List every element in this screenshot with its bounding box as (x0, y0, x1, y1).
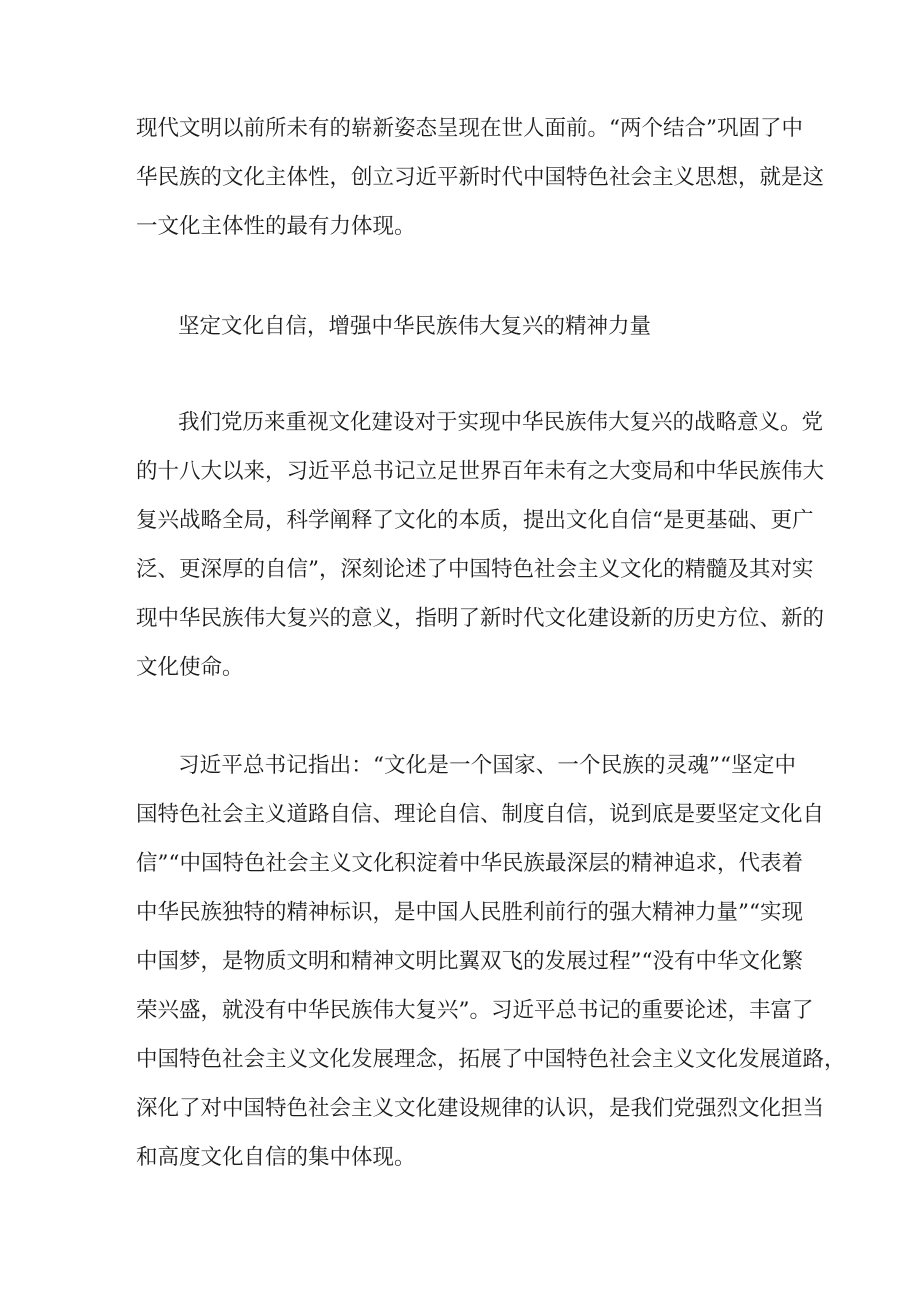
paragraph-line: 中国梦，是物质文明和精神文明比翼双飞的发展过程”“没有中华文化繁 (136, 949, 803, 974)
paragraph-line: 习近平总书记指出：“文化是一个国家、一个民族的灵魂”“坚定中 (178, 753, 796, 778)
paragraph-line: 复兴战略全局，科学阐释了文化的本质，提出文化自信“是更基础、更广 (136, 508, 814, 533)
paragraph-line: 荣兴盛，就没有中华民族伟大复兴”。习近平总书记的重要论述，丰富了 (136, 998, 814, 1023)
paragraph-line: 和高度文化自信的集中体现。 (136, 1145, 416, 1170)
section-heading: 坚定文化自信，增强中华民族伟大复兴的精神力量 (178, 314, 652, 339)
paragraph-line: 的十八大以来，习近平总书记立足世界百年未有之大变局和中华民族伟大 (136, 459, 825, 484)
paragraph-line: 现中华民族伟大复兴的意义，指明了新时代文化建设新的历史方位、新的 (136, 606, 825, 631)
paragraph-line: 中华民族独特的精神标识，是中国人民胜利前行的强大精神力量”“实现 (136, 900, 803, 925)
paragraph-line: 信”“中国特色社会主义文化积淀着中华民族最深层的精神追求，代表着 (136, 851, 803, 876)
paragraph-line: 现代文明以前所未有的崭新姿态呈现在世人面前。“两个结合”巩固了中 (136, 116, 803, 141)
paragraph-line: 国特色社会主义道路自信、理论自信、制度自信，说到底是要坚定文化自 (136, 802, 825, 827)
paragraph-line: 中国特色社会主义文化发展理念，拓展了中国特色社会主义文化发展道路， (136, 1047, 846, 1072)
paragraph-line: 我们党历来重视文化建设对于实现中华民族伟大复兴的战略意义。党 (178, 410, 824, 435)
paragraph-line: 泛、更深厚的自信”，深刻论述了中国特色社会主义文化的精髓及其对实 (136, 557, 814, 582)
paragraph-line: 深化了对中国特色社会主义文化建设规律的认识，是我们党强烈文化担当 (136, 1096, 825, 1121)
paragraph-line: 文化使命。 (136, 655, 244, 680)
paragraph-line: 一文化主体性的最有力体现。 (136, 214, 416, 239)
paragraph-line: 华民族的文化主体性，创立习近平新时代中国特色社会主义思想，就是这 (136, 165, 825, 190)
